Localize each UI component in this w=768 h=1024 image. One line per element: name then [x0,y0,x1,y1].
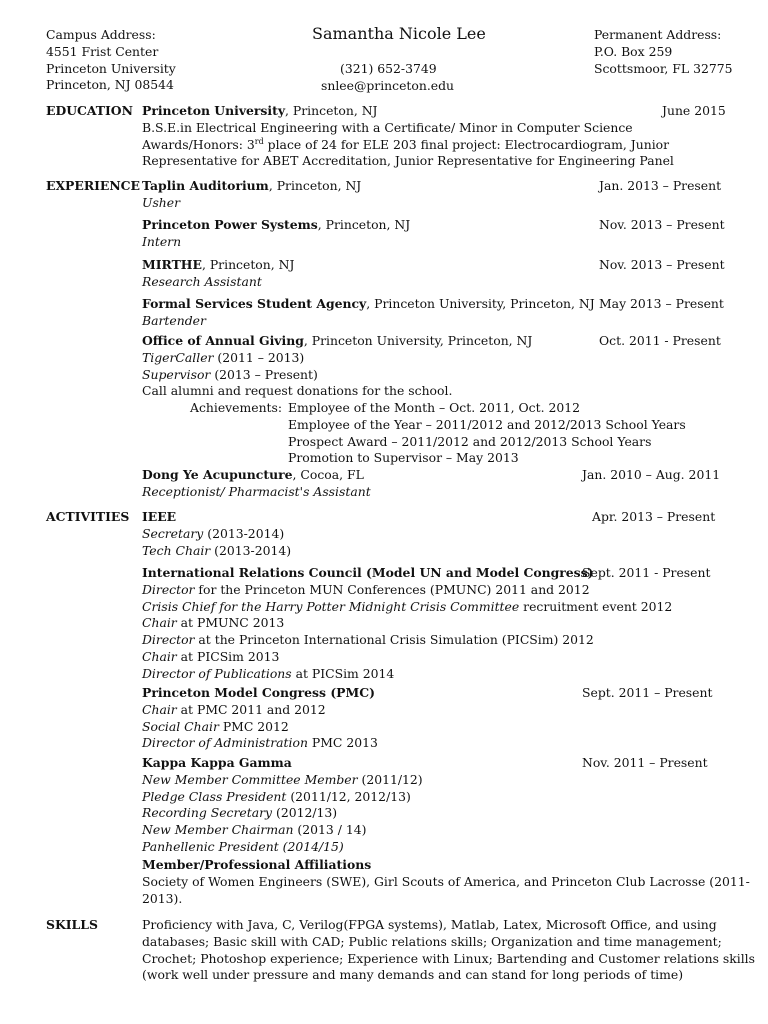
education-heading: EDUCATION [46,103,133,118]
activity-role: Director of Publications [142,665,292,681]
activity-org: Princeton Model Congress (PMC) [142,685,375,700]
job-role: TigerCaller [142,349,214,365]
education-degree: B.S.E.in Electrical Engineering with a Certificate/ Minor in Computer Science [142,119,633,135]
skills-text: databases; Basic skill with CAD; Public relations skills; Organization and time management; [142,933,722,949]
activity-role-detail: recruitment event 2012 [519,598,673,614]
activity-role-detail: at PMUNC 2013 [176,615,285,631]
activity-date: Apr. 2013 – Present [592,509,716,524]
job-date: Oct. 2011 - Present [599,333,721,348]
activity-org: IEEE [142,509,177,524]
activity-role: Director of Administration [142,735,308,751]
education-awards [142,137,722,154]
job-location: , Princeton University, Princeton, NJ [303,333,533,348]
activity-role: Social Chair [142,718,219,734]
job-role: Supervisor [142,366,211,382]
skills-text: (work well under pressure and many demands and can stand for long periods of time) [142,967,684,983]
job-org: Princeton Power Systems [142,217,318,232]
activity-role: New Member Chairman [142,822,294,838]
activity-entry [142,565,722,683]
activity-role-detail: at PMC 2011 and 2012 [176,701,326,717]
activity-org: Kappa Kappa Gamma [142,755,292,770]
school-location: , Princeton, NJ [285,103,378,118]
achievement-item: Employee of the Month – Oct. 2011, Oct. 2012 [288,400,580,415]
job-location: , Cocoa, FL [292,467,364,482]
skills-heading: SKILLS [46,917,98,932]
permanent-address-line: P.O. Box 259 [594,43,673,59]
activity-role-detail: (2013 / 14) [293,822,367,838]
awards-text: place of 24 for ELE 203 final project: Electrocardiogram, Junior [263,136,670,152]
experience-heading: EXPERIENCE [46,178,140,193]
campus-address [46,27,176,94]
job-org: Formal Services Student Agency [142,296,367,311]
education-date: June 2015 [662,103,726,118]
job-org: Taplin Auditorium [142,178,269,193]
activity-role: Crisis Chief for the Harry Potter Midnight Crisis Committee [142,598,520,614]
achievement-item: Employee of the Year – 2011/2012 and 2012/2013 School Years [288,416,686,432]
job-date: Jan. 2013 – Present [599,178,722,193]
permanent-address-label: Permanent Address: [594,27,722,42]
activity-role: Secretary [142,525,204,541]
job-org: MIRTHE [142,257,202,272]
awards-superscript: rd [254,136,264,146]
permanent-address [594,27,733,77]
job-date: Jan. 2010 – Aug. 2011 [582,467,721,482]
activity-role: Chair [142,648,177,664]
achievement-item: Prospect Award – 2011/2012 and 2012/2013 School Years [288,433,652,449]
job-org: Dong Ye Acupuncture [142,467,293,482]
job-description: Call alumni and request donations for the school. [142,383,453,399]
job-role-dates: (2013 – Present) [210,366,318,382]
activity-role: Director [142,581,195,597]
job-location: , Princeton, NJ [268,178,362,193]
skills-text: Proficiency with Java, C, Verilog(FPGA systems), Matlab, Latex, Microsoft Office, and using [142,917,717,932]
skills-section [142,917,755,984]
activities-heading: ACTIVITIES [46,509,130,524]
candidate-name: Samantha Nicole Lee [312,24,486,43]
activity-role-detail: (2013-2014) [210,542,292,558]
activity-role-detail: for the Princeton MUN Conferences (PMUNC) 2011 and 2012 [194,581,590,597]
job-role: Usher [142,194,181,210]
affiliations [142,857,750,907]
activity-role-detail: at PICSim 2014 [291,665,395,681]
education-awards-cont: Representative for ABET Accreditation, Junior Representative for Engineering Panel [142,153,674,169]
job-location: , Princeton, NJ [201,257,295,272]
job-role: Intern [142,233,182,249]
skills-text: Crochet; Photoshop experience; Experience with Linux; Bartending and Customer relations skills [142,950,755,966]
job-role: Receptionist/ Pharmacist's Assistant [142,483,371,499]
email: snlee@princeton.edu [321,78,455,93]
campus-address-label: Campus Address: [46,27,156,42]
activity-role: Recording Secretary [142,805,273,821]
affiliations-title: Member/Professional Affiliations [142,857,372,872]
job-location: , Princeton University, Princeton, NJ [366,296,595,311]
job-role: Bartender [142,312,206,328]
activity-role: Panhellenic President (2014/15) [142,838,344,854]
phone: (321) 652-3749 [340,61,437,76]
job-role: Research Assistant [142,273,262,289]
activity-role: New Member Committee Member [142,771,358,787]
activity-date: Sept. 2011 - Present [582,565,711,580]
activity-org: International Relations Council (Model UN and Model Congress) [142,565,594,580]
education-school [142,103,722,120]
activity-date: Sept. 2011 – Present [582,685,713,700]
job-location: , Princeton, NJ [317,217,411,232]
achievements-list [288,400,686,467]
achievement-item: Promotion to Supervisor – May 2013 [288,450,519,466]
education-section [142,103,722,170]
activity-role: Chair [142,615,177,631]
job-date: Nov. 2013 – Present [599,217,725,232]
awards-text: Awards/Honors: 3 [142,136,255,152]
school-name: Princeton University [142,103,286,118]
activity-role-detail: PMC 2012 [218,718,289,734]
activity-role: Chair [142,701,177,717]
permanent-address-line: Scottsmoor, FL 32775 [594,60,733,76]
activity-role-detail: (2011/12, 2012/13) [286,788,411,804]
job-org: Office of Annual Giving [142,333,304,348]
campus-address-line: 4551 Frist Center [46,43,159,59]
activity-role: Tech Chair [142,542,211,558]
affiliations-text: Society of Women Engineers (SWE), Girl Scouts of America, and Princeton Club Lacrosse (2011- [142,873,750,889]
activity-role-detail: (2013-2014) [203,525,285,541]
activity-role: Pledge Class President [142,788,287,804]
job-date: Nov. 2013 – Present [599,257,725,272]
activity-role-detail: at PICSim 2013 [176,648,280,664]
activity-date: Nov. 2011 – Present [582,755,708,770]
job-role-dates: (2011 – 2013) [213,349,305,365]
campus-address-line: Princeton University [46,60,176,76]
job-date: May 2013 – Present [599,296,724,311]
affiliations-text: 2013). [142,890,183,906]
campus-address-line: Princeton, NJ 08544 [46,77,174,93]
achievements-label: Achievements: [190,400,283,415]
activity-role-detail: PMC 2013 [307,735,378,751]
activity-role: Director [142,632,195,648]
activity-role-detail: at the Princeton International Crisis Simulation (PICSim) 2012 [194,632,594,648]
activity-role-detail: (2011/12) [357,771,423,787]
activity-role-detail: (2012/13) [272,805,338,821]
